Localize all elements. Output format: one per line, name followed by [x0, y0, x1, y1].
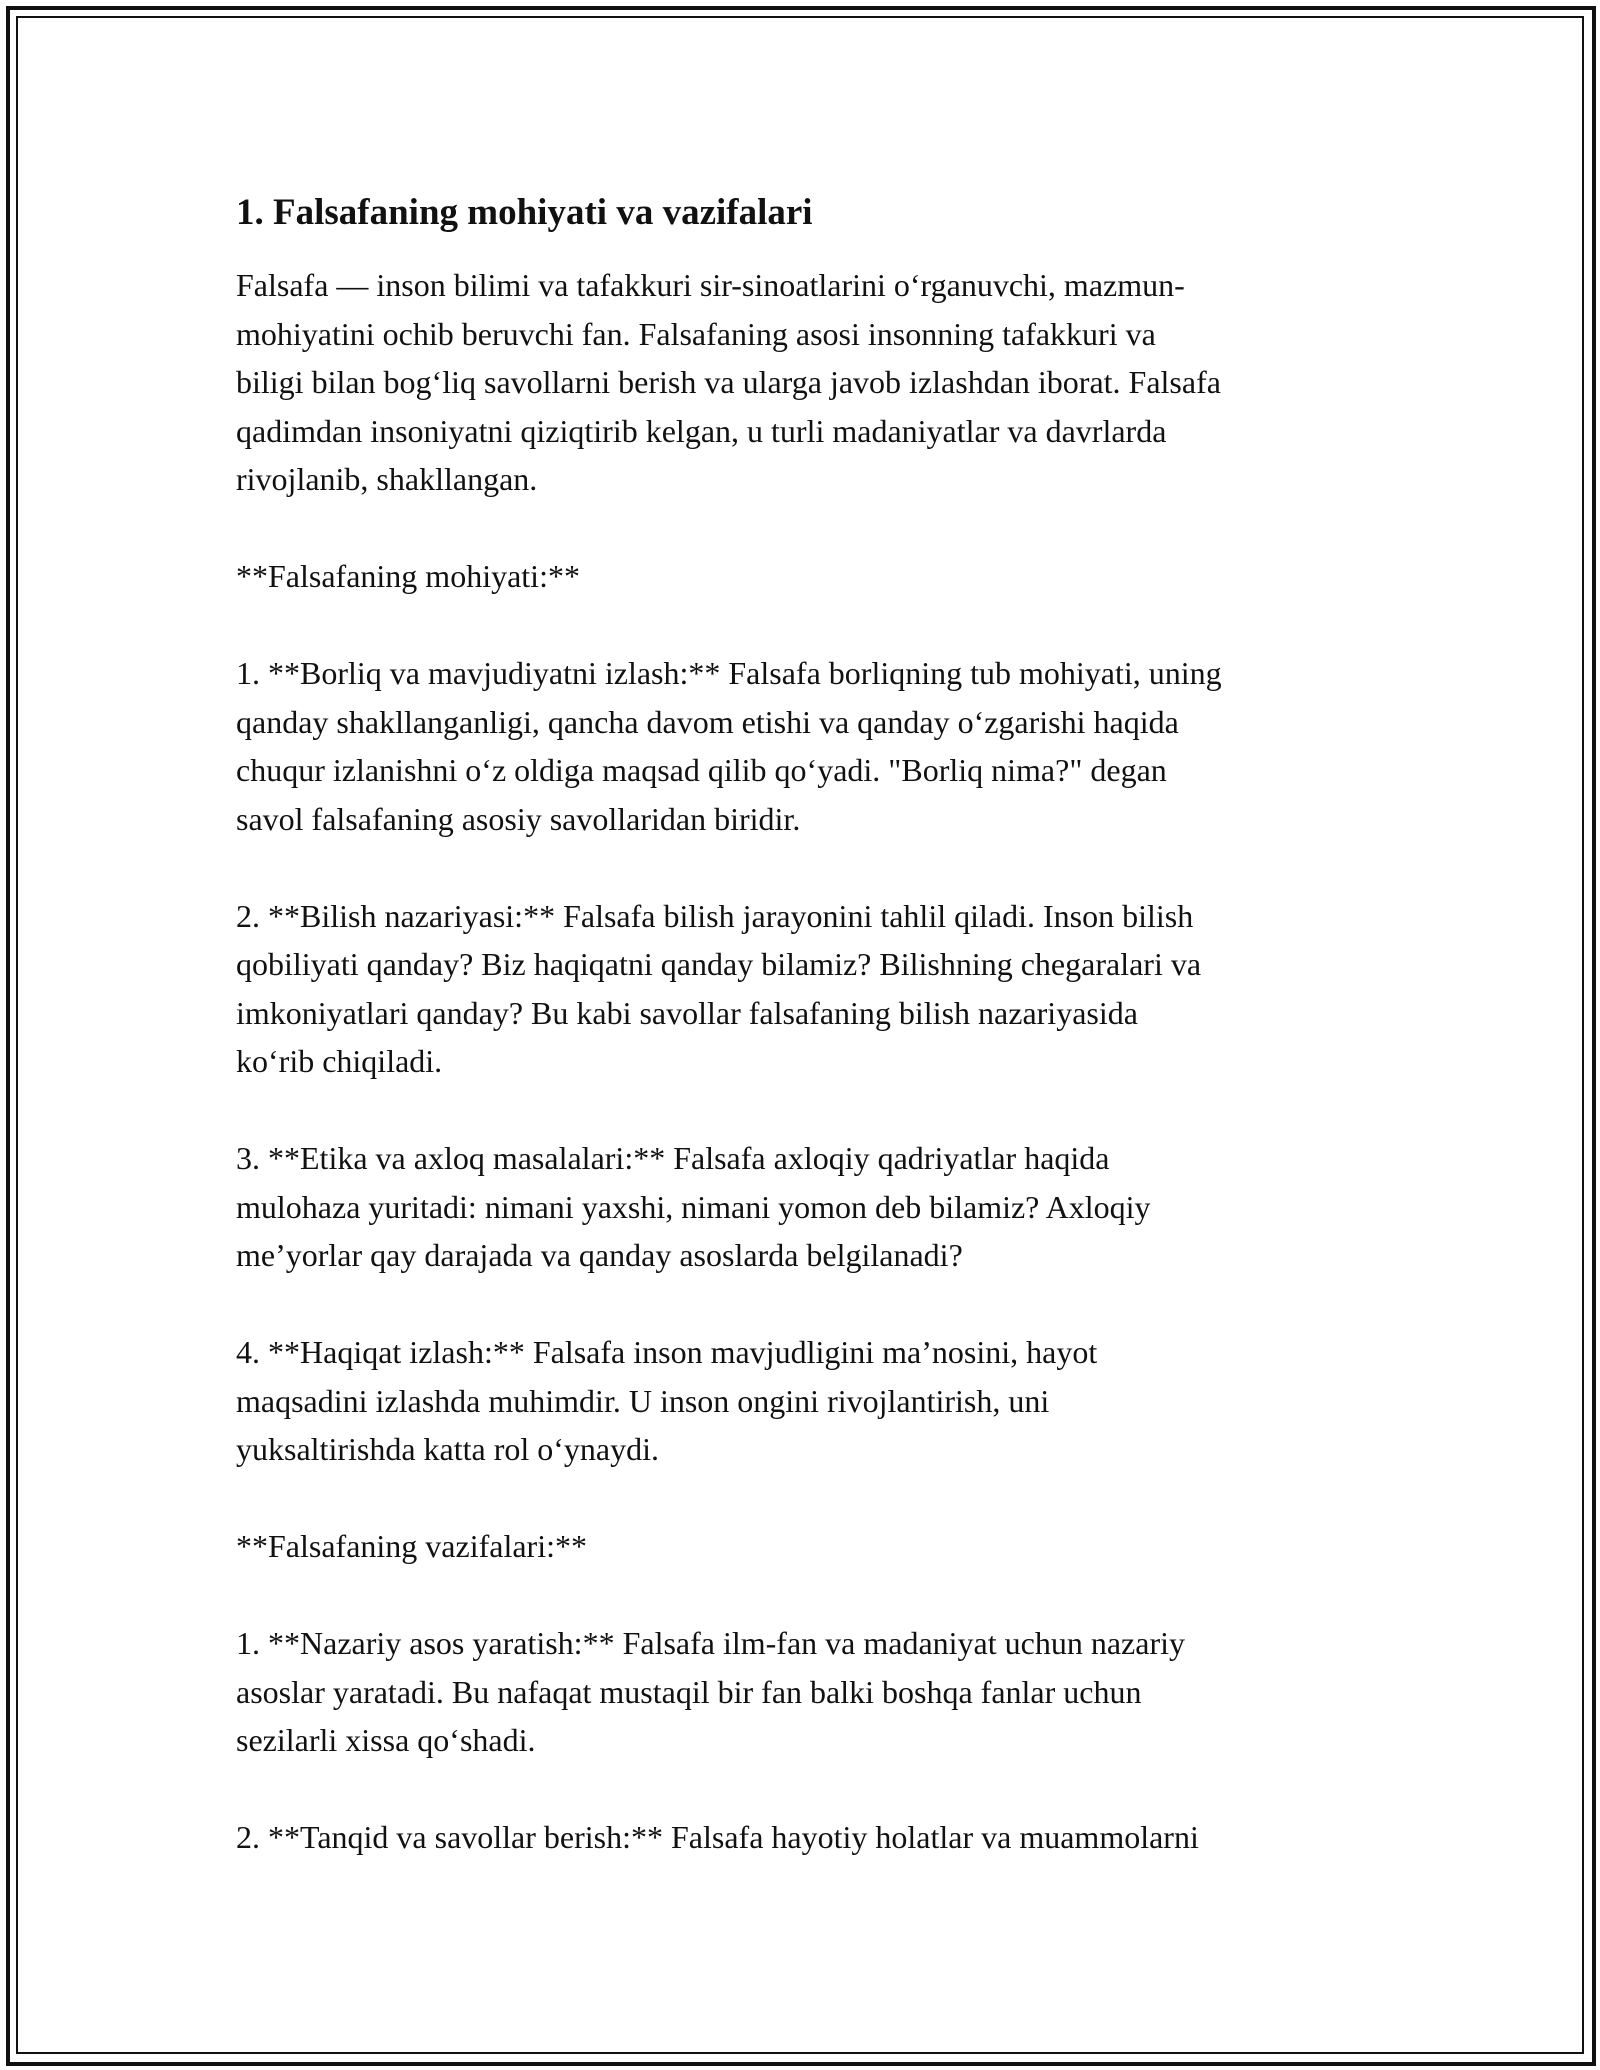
text-line: maqsadini izlashda muhimdir. U inson ongini rivojlantirish, uni [236, 1382, 1050, 1419]
text-line: **Falsafaning mohiyati:** [236, 558, 580, 594]
paragraph [236, 1522, 1376, 1571]
text-line: 1. **Nazariy asos yaratish:** Falsafa ilm-fan va madaniyat uchun nazariy [236, 1625, 1185, 1661]
text-line: 3. **Etika va axloq masalalari:** Falsafa axloqiy qadriyatlar haqida [236, 1140, 1110, 1176]
paragraph [236, 1619, 1376, 1765]
paragraph [236, 261, 1376, 504]
text-line: 1. **Borliq va mavjudiyatni izlash:** Falsafa borliqning tub mohiyati, uning [236, 655, 1222, 691]
text-line: imkoniyatlari qanday? Bu kabi savollar falsafaning bilish nazariyasida [236, 994, 1138, 1031]
text-line: mulohaza yuritadi: nimani yaxshi, nimani yomon deb bilamiz? Axloqiy [236, 1188, 1151, 1225]
section-heading: 1. Falsafaning mohiyati va vazifalari [236, 192, 813, 233]
text-line: 2. **Tanqid va savollar berish:** Falsafa hayotiy holatlar va muammolarni [236, 1819, 1199, 1855]
text-line: 4. **Haqiqat izlash:** Falsafa inson mavjudligini ma’nosini, hayot [236, 1334, 1098, 1370]
text-line: mohiyatini ochib beruvchi fan. Falsafaning asosi insonning tafakkuri va [236, 315, 1156, 352]
paragraph [236, 1134, 1376, 1280]
text-line: biligi bilan bog‘liq savollarni berish va ularga javob izlashdan iborat. Falsafa [236, 364, 1221, 400]
text-line: sezilarli xissa qo‘shadi. [236, 1722, 536, 1758]
text-line: ko‘rib chiqiladi. [236, 1043, 443, 1079]
paragraph [236, 1328, 1376, 1474]
text-line: savol falsafaning asosiy savollaridan biridir. [236, 800, 801, 837]
text-line: qobiliyati qanday? Biz haqiqatni qanday bilamiz? Bilishning chegaralari va [236, 946, 1202, 982]
text-line: 2. **Bilish nazariyasi:** Falsafa bilish jarayonini tahlil qiladi. Inson bilish [236, 897, 1194, 934]
text-line: me’yorlar qay darajada va qanday asoslarda belgilanadi? [236, 1237, 963, 1273]
text-line: yuksaltirishda katta rol o‘ynaydi. [236, 1431, 660, 1467]
text-line: Falsafa — inson bilimi va tafakkuri sir-sinoatlarini o‘rganuvchi, mazmun- [236, 267, 1185, 303]
document-body [236, 261, 1376, 1862]
text-line: **Falsafaning vazifalari:** [236, 1528, 587, 1564]
paragraph [236, 649, 1376, 843]
paragraph [236, 892, 1376, 1086]
document-page [236, 185, 1376, 1910]
paragraph [236, 1813, 1376, 1862]
text-line: rivojlanib, shakllangan. [236, 461, 538, 497]
text-line: qadimdan insoniyatni qiziqtirib kelgan, u turli madaniyatlar va davrlarda [236, 412, 1167, 449]
text-line: asoslar yaratadi. Bu nafaqat mustaqil bir fan balki boshqa fanlar uchun [236, 1673, 1142, 1710]
paragraph [236, 552, 1376, 601]
text-line: chuqur izlanishni o‘z oldiga maqsad qilib qo‘yadi. "Borliq nima?" degan [236, 752, 1167, 788]
text-line: qanday shakllanganligi, qancha davom etishi va qanday o‘zgarishi haqida [236, 703, 1179, 740]
